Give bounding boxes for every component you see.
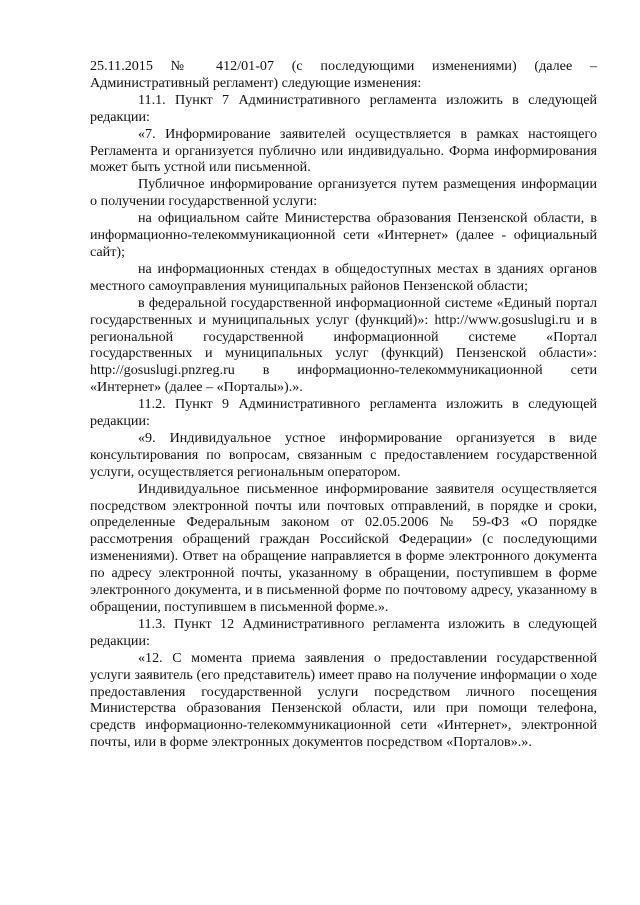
paragraph-written-info: Индивидуальное письменное информирование заявителя осуществляется посредством электронной почты или почтовых отправлений, в порядке и сроки, определенные Федеральным законом от 02.05.2006 № 59-ФЗ «О порядке рассмотрения обращений граждан Российской Федерации» (с последующими изменениями). Ответ на обращение направляется в форме электронного документа по адресу электронной почты, указанному в обращении, поступившем в форме электронного документа, и в письменной форме по почтовому адресу, указанному в обращении, поступившем в письменной форме.». <box>90 480 597 615</box>
paragraph-official-site: на официальном сайте Министерства образования Пензенской области, в информационно-телекоммуникационной сети «Интернет» (далее - официальный сайт); <box>90 210 597 260</box>
paragraph-11-1-heading: 11.1. Пункт 7 Административного регламента изложить в следующей редакции: <box>90 91 597 125</box>
paragraph-intro: 25.11.2015 № 412/01-07 (с последующими изменениями) (далее – Административный регламент) следующие изменения: <box>90 58 597 91</box>
paragraph-item-7: «7. Информирование заявителей осуществляется в рамках настоящего Регламента и организуется публично или индивидуально. Форма информирования может быть устной или письменной. <box>90 125 597 176</box>
paragraph-info-stands: на информационных стендах в общедоступных местах в зданиях органов местного самоуправления муниципальных районов Пензенской области; <box>90 260 597 294</box>
document-page <box>90 58 597 751</box>
paragraph-item-12: «12. С момента приема заявления о предоставлении государственной услуги заявитель (его представитель) имеет право на получение информации о ходе предоставления государственной услуги посредством личного посещения Министерства образования Пензенской области, или при помощи телефона, средств информационно-телекоммуникационной сети «Интернет», электронной почты, или в форме электронных документов посредством «Порталов».». <box>90 649 597 751</box>
paragraph-portals: в федеральной государственной информационной системе «Единый портал государственных и муниципальных услуг (функций)»: http://www.gosuslugi.ru и в региональной государственной информационной системе «Портал государственных и муниципальных услуг (функций) Пензенской области»: http://gosuslugi.pnzreg.ru в информационно-телекоммуникационной сети «Интернет» (далее – «Порталы»).». <box>90 294 597 396</box>
paragraph-11-2-heading: 11.2. Пункт 9 Административного регламента изложить в следующей редакции: <box>90 396 597 430</box>
paragraph-public-info: Публичное информирование организуется путем размещения информации о получении государственной услуги: <box>90 176 597 210</box>
paragraph-11-3-heading: 11.3. Пункт 12 Административного регламента изложить в следующей редакции: <box>90 615 597 649</box>
paragraph-item-9: «9. Индивидуальное устное информирование организуется в виде консультирования по вопросам, связанным с предоставлением государственной услуги, осуществляется региональным оператором. <box>90 429 597 480</box>
